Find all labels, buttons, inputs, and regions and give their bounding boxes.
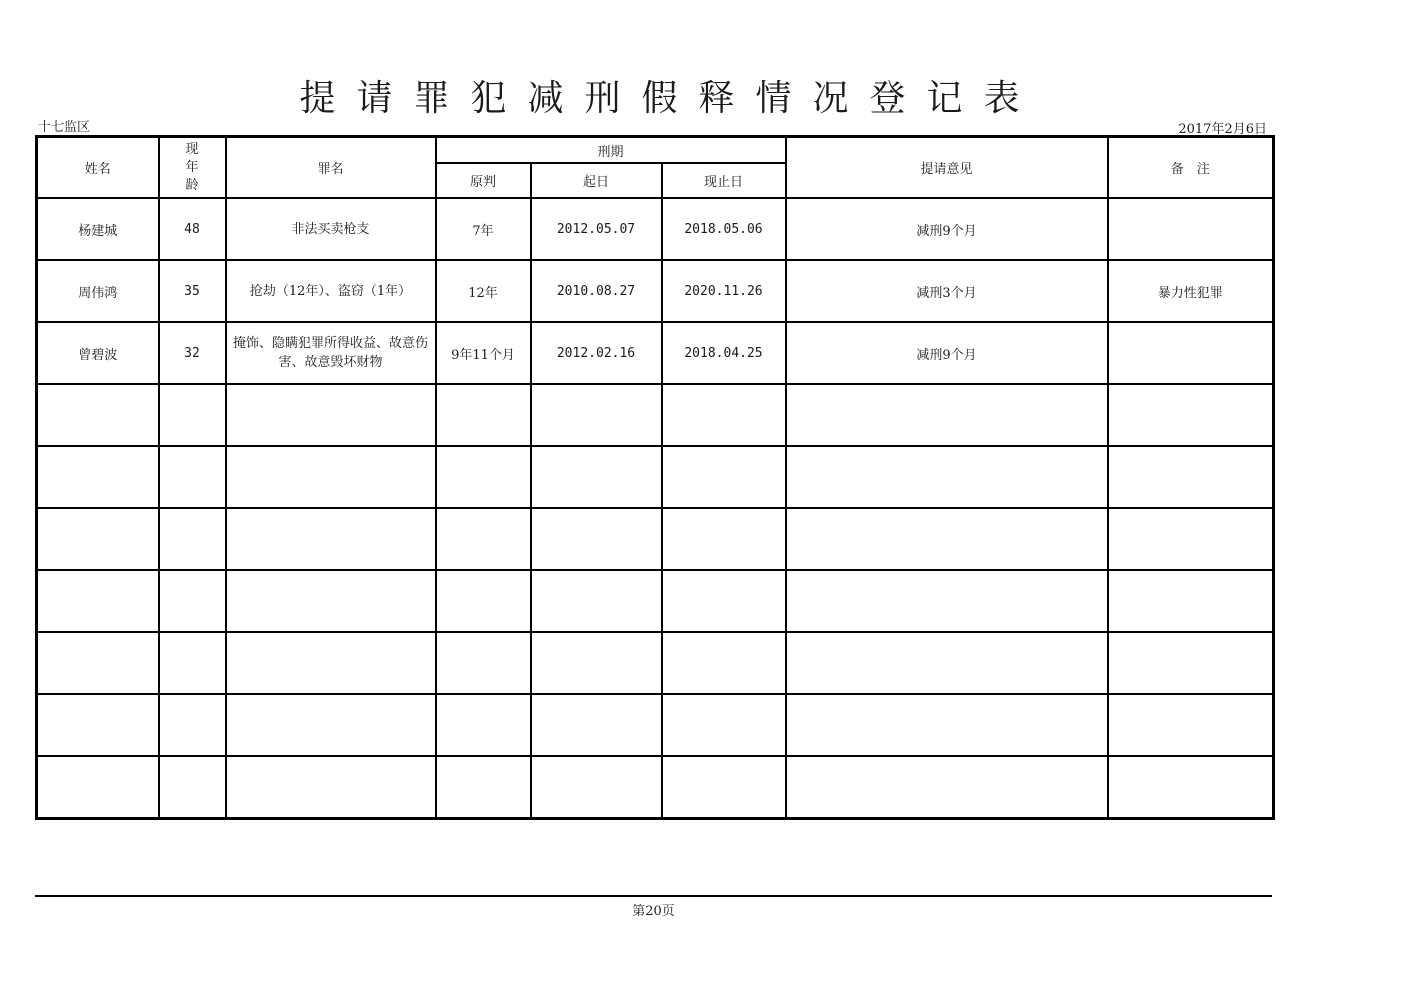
cell-name: 杨建城 (37, 198, 159, 260)
cell-original: 12年 (436, 260, 531, 322)
cell-remarks (1108, 198, 1274, 260)
header-opinion: 提请意见 (786, 137, 1108, 199)
cell-name: 曾碧波 (37, 322, 159, 384)
page-number: 第20页 (632, 904, 675, 919)
cell-end: 2020.11.26 (662, 260, 786, 322)
cell-end: 2018.05.06 (662, 198, 786, 260)
header-end: 现止日 (662, 163, 786, 198)
header-age-line-2: 年 (185, 159, 199, 175)
empty-row (37, 756, 1274, 819)
cell-opinion: 减刑9个月 (786, 322, 1108, 384)
prison-unit: 十七监区 (38, 120, 91, 135)
cell-crime: 抢劫（12年）、盗窃（1年） (226, 260, 436, 322)
cell-crime: 掩饰、隐瞒犯罪所得收益、故意伤害、故意毁坏财物 (226, 322, 436, 384)
header-start: 起日 (531, 163, 662, 198)
table-row (37, 260, 1274, 322)
empty-row (37, 570, 1274, 632)
empty-row (37, 384, 1274, 446)
cell-remarks (1108, 322, 1274, 384)
document-title: 提请罪犯减刑假释情况登记表 (299, 78, 1041, 119)
cell-crime: 非法买卖枪支 (226, 198, 436, 260)
cell-start: 2012.02.16 (531, 322, 662, 384)
header-row-1 (37, 137, 1274, 164)
document-date: 2017年2月6日 (1178, 122, 1267, 137)
empty-row (37, 508, 1274, 570)
header-original: 原判 (436, 163, 531, 198)
register-table (35, 135, 1275, 820)
cell-opinion: 减刑3个月 (786, 260, 1108, 322)
header-crime: 罪名 (226, 137, 436, 199)
cell-age: 32 (159, 322, 226, 384)
cell-start: 2010.08.27 (531, 260, 662, 322)
cell-age: 35 (159, 260, 226, 322)
header-age-line-1: 现 (185, 141, 199, 157)
header-age (159, 137, 226, 199)
cell-end: 2018.04.25 (662, 322, 786, 384)
empty-row (37, 446, 1274, 508)
cell-opinion: 减刑9个月 (786, 198, 1108, 260)
cell-name: 周伟鸿 (37, 260, 159, 322)
cell-start: 2012.05.07 (531, 198, 662, 260)
table-row (37, 198, 1274, 260)
empty-row (37, 632, 1274, 694)
cell-remarks: 暴力性犯罪 (1108, 260, 1274, 322)
header-age-line-3: 龄 (185, 177, 199, 193)
header-name: 姓名 (37, 137, 159, 199)
table-row (37, 322, 1274, 384)
cell-age: 48 (159, 198, 226, 260)
header-sentence: 刑期 (436, 137, 786, 164)
header-remarks: 备 注 (1108, 137, 1274, 199)
footer-rule (35, 895, 1272, 897)
cell-original: 7年 (436, 198, 531, 260)
empty-row (37, 694, 1274, 756)
cell-original: 9年11个月 (436, 322, 531, 384)
